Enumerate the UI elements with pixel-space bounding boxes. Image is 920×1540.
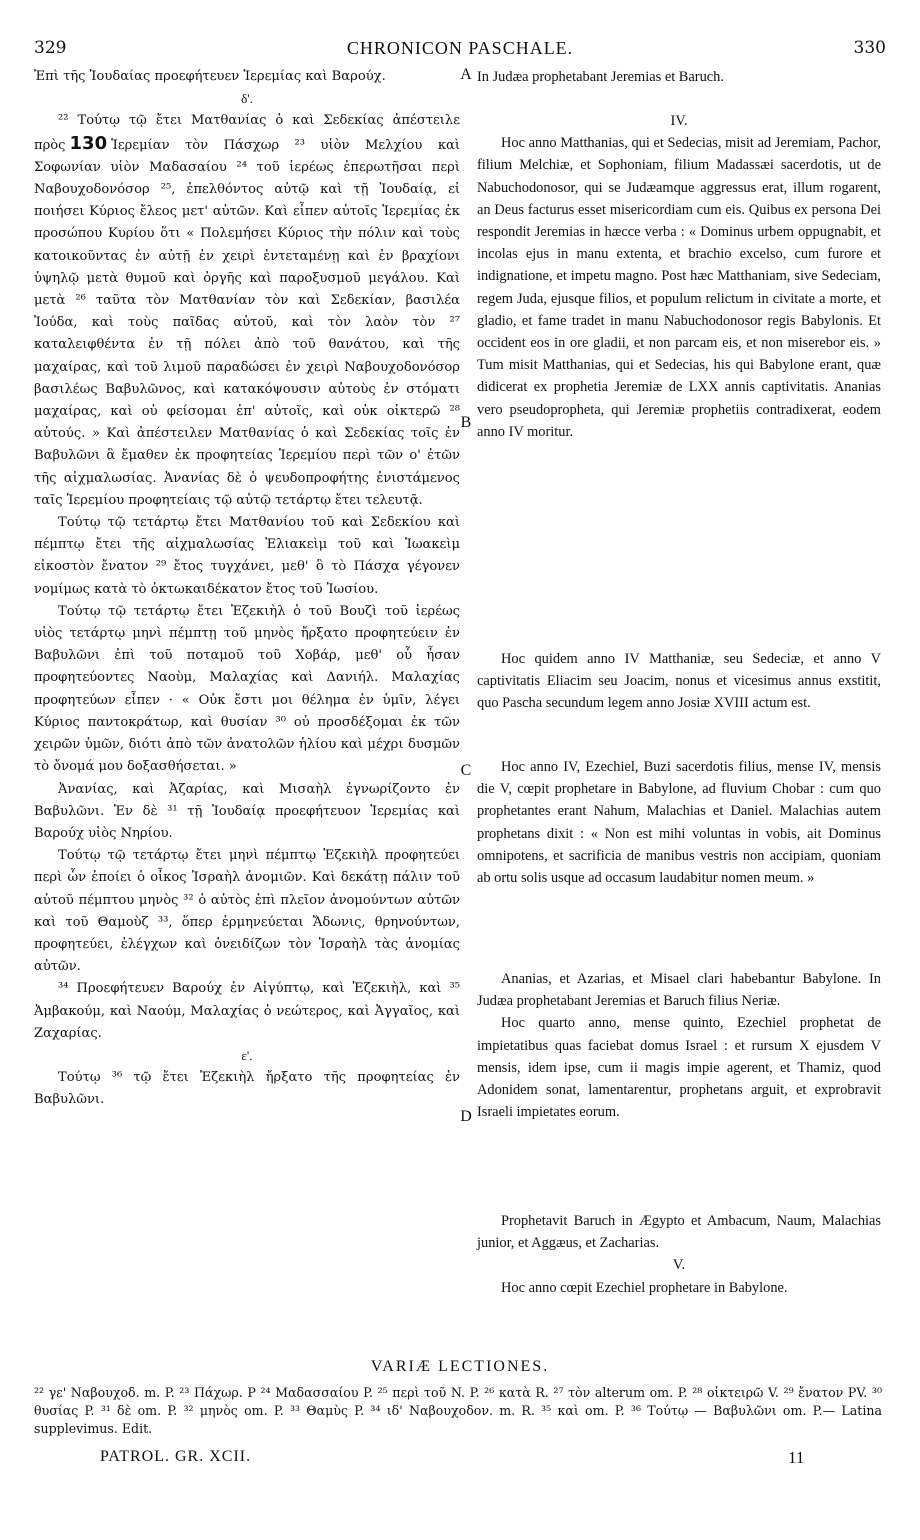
latin-paragraph-2: Hoc quidem anno IV Matthaniæ, seu Sedeciæ, et anno V captivitatis Eliacim seu Joacim, nonus et vicesimus annus exstitit, quo Pascha secundum legem anno Josiæ XVIII actum est.: [477, 651, 881, 712]
margin-letter-a: A: [460, 66, 472, 83]
page-number-right: 330: [853, 38, 886, 58]
latin-paragraph-3: Hoc anno IV, Ezechiel, Buzi sacerdotis filius, mense IV, mensis die V, cœpit prophetare in Babylone, ad fluvium Chobar : cum quo prophetantes erant Nahum, Malachias et Daniel. Malachias autem prophetans dixit : « Non est mihi voluntas in vobis, ait Dominus omnipotens, et sacrificia de manibus vestris non accipiam, quoniam ab ortu solis usque ad occasum laudabitur nomen meum. »: [477, 759, 881, 887]
greek-column: [34, 66, 460, 1112]
latin-intro: [477, 66, 881, 88]
latin-section-iv: IV.: [670, 113, 688, 129]
greek-paragraph-6: ³⁴ Προεφήτευεν Βαρούχ ἐν Αἰγύπτῳ, καὶ Ἐζεκιὴλ, καὶ ³⁵ Ἀμβακούμ, καὶ Ναούμ, Μαλαχίας ὁ νεώτερος, καὶ Ἀγγαῖος, καὶ Ζαχαρίας.: [34, 981, 460, 1041]
greek-paragraph-5: Τούτῳ τῷ τετάρτῳ ἔτει μηνὶ πέμπτῳ Ἐζεκιὴλ προφητεύει περὶ ὧν ἐποίει ὁ οἶκος Ἰσραὴλ ἀνομιῶν. Καὶ δεκάτῃ πάλιν τοῦ αὐτοῦ πέμπτου μηνὸς ³² ὁ αὐτὸς ἐπὶ πλεῖον ἀνομούντων αὐτῶν καὶ τοῦ Θαμοὺζ ³³, ὅπερ ἑρμηνεύεται Ἄδωνις, θρηνούντων, προφητεύει, ἐλέγχων καὶ ὀνειδίζων τὸν Ἰσραὴλ τὰς ἀνομίας αὐτῶν.: [34, 848, 460, 975]
greek-paragraph-3: Τούτῳ τῷ τετάρτῳ ἔτει Ἐζεκιὴλ ὁ τοῦ Βουζὶ τοῦ ἱερέως υἱὸς τετάρτῳ μηνὶ πέμπτῃ τοῦ μηνὸς ἤρξατο προφητεύειν ἐν Βαβυλῶνι ἐπὶ τοῦ ποταμοῦ τοῦ Χοβάρ, μεθ' οὗ ἦσαν προφητεύοντες Ναοὺμ, Μαλαχίας καὶ Δανιήλ. Μαλαχίας προφητεύων εἶπεν · « Οὐκ ἔστι μοι θέλημα ἐν ὑμῖν, λέγει Κύριος παντοκράτωρ, καὶ θυσίαν ³⁰ οὐ προσδέξομαι ἐκ τῶν χειρῶν ὑμῶν, διότι ἀπὸ τῶν ἀνατολῶν ἡλίου καὶ μέχρι δυσμῶν τὸ ὄνομά μου δοξασθήσεται. »: [34, 603, 460, 775]
variae-lectiones-title: VARIÆ LECTIONES.: [370, 1358, 550, 1375]
greek-paragraph-4: Ἀνανίας, καὶ Ἀζαρίας, καὶ Μισαὴλ ἐγνωρίζοντο ἐν Βαβυλῶνι. Ἐν δὲ ³¹ τῇ Ἰουδαίᾳ προεφήτευον Ἱερεμίας καὶ Βαρούχ υἱὸς Νηρίου.: [34, 781, 460, 841]
latin-paragraph-7: Hoc anno cœpit Ezechiel prophetare in Babylone.: [501, 1279, 788, 1296]
greek-paragraph-7: Τούτῳ ³⁶ τῷ ἔτει Ἐζεκιὴλ ἤρξατο τῆς προφητείας ἐν Βαβυλῶνι.: [34, 1070, 460, 1108]
margin-letter-d: D: [460, 1108, 472, 1125]
latin-paragraph-6: Prophetavit Baruch in Ægypto et Ambacum, Naum, Malachias junior, et Aggæus, et Zacharias.: [477, 1213, 881, 1252]
running-title: CHRONICON PASCHALE.: [346, 38, 574, 58]
footer-patrologia: PATROL. GR. XCII.: [100, 1448, 252, 1465]
latin-block-1: [477, 110, 881, 443]
margin-letter-c: C: [460, 762, 472, 779]
latin-block-5: [477, 1210, 881, 1299]
latin-block-2: [477, 648, 881, 715]
footer-signature: 11: [788, 1448, 805, 1467]
latin-section-v: V.: [672, 1257, 686, 1274]
page-number-left: 329: [34, 38, 67, 58]
margin-letter-b: B: [460, 414, 472, 431]
latin-intro-text: In Judæa prophetabant Jeremias et Baruch.: [477, 69, 724, 85]
latin-paragraph-5: Hoc quarto anno, mense quinto, Ezechiel prophetat de impietatibus quas faciebat domus Israel : et rursum X ejusdem V mensis, idem ipse, cum ii magis impie agerent, et Thamiz, quod Adonidem sonat, lamentarentur, prophetans arguit, et exprobravit Israeli impietates eorum.: [477, 1015, 881, 1121]
latin-block-4: [477, 968, 881, 1123]
greek-intro: Ἐπὶ τῆς Ἰουδαίας προεφήτευεν Ἱερεμίας καὶ Βαρούχ.: [34, 69, 386, 84]
greek-section-delta: δ'.: [241, 91, 253, 107]
column-number: 130: [69, 132, 108, 154]
greek-paragraph-1: [34, 110, 460, 512]
latin-paragraph-4: Ananias, et Azarias, et Misael clari habebantur Babylone. In Judæa prophetabant Jeremias et Baruch filius Neriæ.: [477, 971, 881, 1010]
greek-paragraph-1b: Ἱερεμίαν τὸν Πάσχωρ ²³ υἱὸν Μελχίου καὶ Σοφωνίαν υἱὸν Μαδασαίου ²⁴ τοῦ ἱερέως ἐπερωτῆσαι περὶ Ναβουχοδονόσορ ²⁵, ἐπελθόντος αὐτῷ καὶ τῇ Ἰουδαίᾳ, εἰ ποιήσει Κύριος ἔλεος μετ' αὐτῶν. Καὶ εἶπεν αὐτοῖς Ἱερεμίας ἐκ προσώπου Κυρίου ὅτι « Πολεμήσει Κύριος τὴν πόλιν καὶ τοὺς κατοικοῦντας ἐν αὐτῇ ἐν χειρὶ ἐντεταμένῃ καὶ ἐν βραχίονι ὑψηλῷ μετὰ θυμοῦ καὶ ὀργῆς καὶ παροξυσμοῦ μεγάλου. Καὶ μετὰ ²⁶ ταῦτα τὸν Ματθανίαν τὸν καὶ Σεδεκίαν, βασιλέα Ἰούδα, καὶ τοὺς παῖδας αὐτοῦ, καὶ τὸν λαὸν τὸν ²⁷ καταλειφθέντα ἐν τῇ πόλει ἀπὸ τοῦ θανάτου, καὶ τῆς μαχαίρας, καὶ τοῦ λιμοῦ παραδώσει ἐν χειρὶ Ναβουχοδονόσορ βασιλέως Βαβυλῶνος, καὶ κατακόψουσιν αὐτοὺς ἐν στόματι μαχαίρας, καὶ οὐ φείσομαι ἐπ' αὐτοῖς, καὶ οὐκ οἰκτερῶ ²⁸ αὐτούς. » Καὶ ἀπέστειλεν Ματθανίας ὁ καὶ Σεδεκίας τοῖς ἐν Βαβυλῶνι ἃ ἔμαθεν ἐκ προφητείας Ἱερεμίου περὶ τῶν ο' ἐτῶν τῆς αἰχμαλωσίας. Ἀνανίας δὲ ὁ ψευδοπροφήτης ἐνιστάμενος ταῖς Ἱερεμίου προφητείαις τῷ αὐτῷ τετάρτῳ ἔτει τελευτᾷ.: [34, 137, 460, 508]
greek-section-epsilon: ε'.: [241, 1047, 253, 1063]
variae-lectiones-text: ²² γε' Ναβουχοδ. m. P. ²³ Πάχωρ. P ²⁴ Μαδασσαίου P. ²⁵ περὶ τοῦ N. P. ²⁶ κατὰ R. ²⁷ τὸν alterum om. P. ²⁸ οἰκτειρῶ V. ²⁹ ἔνατον PV. ³⁰ θυσίας P. ³¹ δὲ om. P. ³² μηνὸς om. P. ³³ Θαμὺς P. ³⁴ ιδ' Ναβουχοδον. m. R. ³⁵ καὶ om. P. ³⁶ Τούτῳ — Βαβυλῶνι om. P.— Latina supplevimus. Edit.: [34, 1385, 882, 1436]
latin-paragraph-1: Hoc anno Matthanias, qui et Sedecias, misit ad Jeremiam, Pachor, filium Melchiæ, et Sophoniam, filium Madassæi sacerdotis, ut de Nabuchodonosor, qui se Judæamque aggressus erat, illum rogarent, an Deus facturus esset misericordiam cum eis. Quibus ex persona Dei respondit Jeremias in hæcce verba : « Dominus urbem oppugnabit, et incolas ejus in manu extenta, et brachio excelso, cum furore et indignatione, et impetu magno. Post hæc Matthaniam, sive Sedeciam, regem Juda, ejusque filios, et populum relictum in civitate a morte, et gladio, et fame tradet in manu Nabuchodonosor regis Babylonis. Et occident eos in ore gladii, et non parcam eis, et non miserebor eis. » Tum misit Matthanias, qui et Sedecias, his qui Babylone erant, quæ didicerat ex prophetia Jeremiæ de LXX annis captivitatis. Ananias vero pseudopropheta, qui Jeremiæ prophetiis contradixerat, eodem anno IV moritur.: [477, 135, 881, 440]
greek-paragraph-1a: ²² Τούτῳ τῷ ἔτει Ματθανίας ὁ καὶ Σεδεκίας ἀπέστειλε πρὸς: [34, 113, 460, 153]
page-header: [0, 38, 920, 62]
latin-block-3: [477, 756, 881, 889]
greek-paragraph-2: Τούτῳ τῷ τετάρτῳ ἔτει Ματθανίου τοῦ καὶ Σεδεκίου καὶ πέμπτῳ ἔτει τῆς αἰχμαλωσίας Ἐλιακεὶμ τοῦ καὶ Ἰωακεὶμ εἰκοστὸν ἔνατον ²⁹ ἔτος τυγχάνει, μεθ' ὃ τὸ Πάσχα γέγονεν νομίμως κατὰ τὸ ὀκτωκαιδέκατον ἔτος τοῦ Ἰωσίου.: [34, 515, 460, 597]
